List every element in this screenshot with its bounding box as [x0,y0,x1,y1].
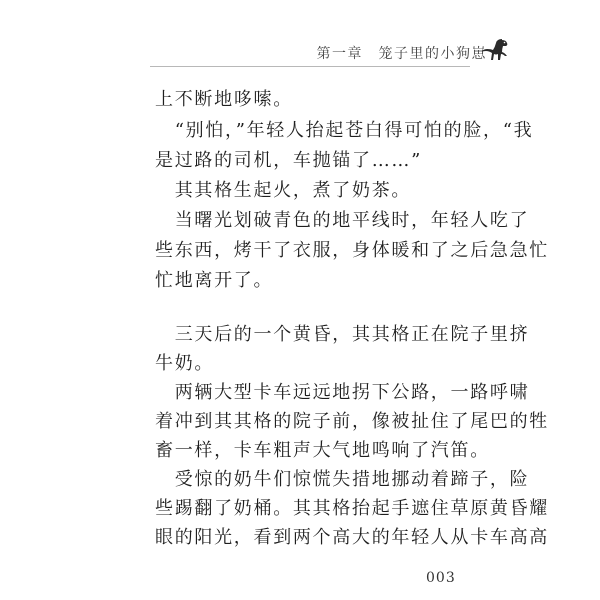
text-line: 畜一样，卡车粗声大气地鸣响了汽笛。 [155,440,490,461]
running-head-title: 第一章 笼子里的小狗崽 [316,46,487,62]
text-line: 两辆大型卡车远远地拐下公路，一路呼啸 [155,382,530,403]
text-line: 上不断地哆嗦。 [155,89,293,110]
text-line: 着冲到其其格的院子前，像被扯住了尾巴的牲 [155,411,549,432]
text-line: 当曙光划破青色的地平线时，年轻人吃了 [155,210,530,231]
text-line: 其其格生起火，煮了奶茶。 [155,180,412,201]
text-line: “别怕，”年轻人抬起苍白得可怕的脸，“我 [155,120,534,141]
header-rule [150,66,470,67]
text-line: 牛奶。 [155,353,215,374]
text-line: 是过路的司机，车抛锚了……” [155,150,423,171]
page-number: 003 [426,570,456,586]
dinosaur-icon [482,36,512,66]
text-line: 受惊的奶牛们惊慌失措地挪动着蹄子，险 [155,469,530,490]
text-line: 些踢翻了奶桶。其其格抬起手遮住草原黄昏耀 [155,498,549,519]
text-line: 三天后的一个黄昏，其其格正在院子里挤 [155,324,530,345]
text-line: 眼的阳光，看到两个高大的年轻人从卡车高高 [155,527,549,548]
text-line: 忙地离开了。 [155,270,274,291]
text-line: 些东西，烤干了衣服，身体暖和了之后急急忙 [155,240,549,261]
